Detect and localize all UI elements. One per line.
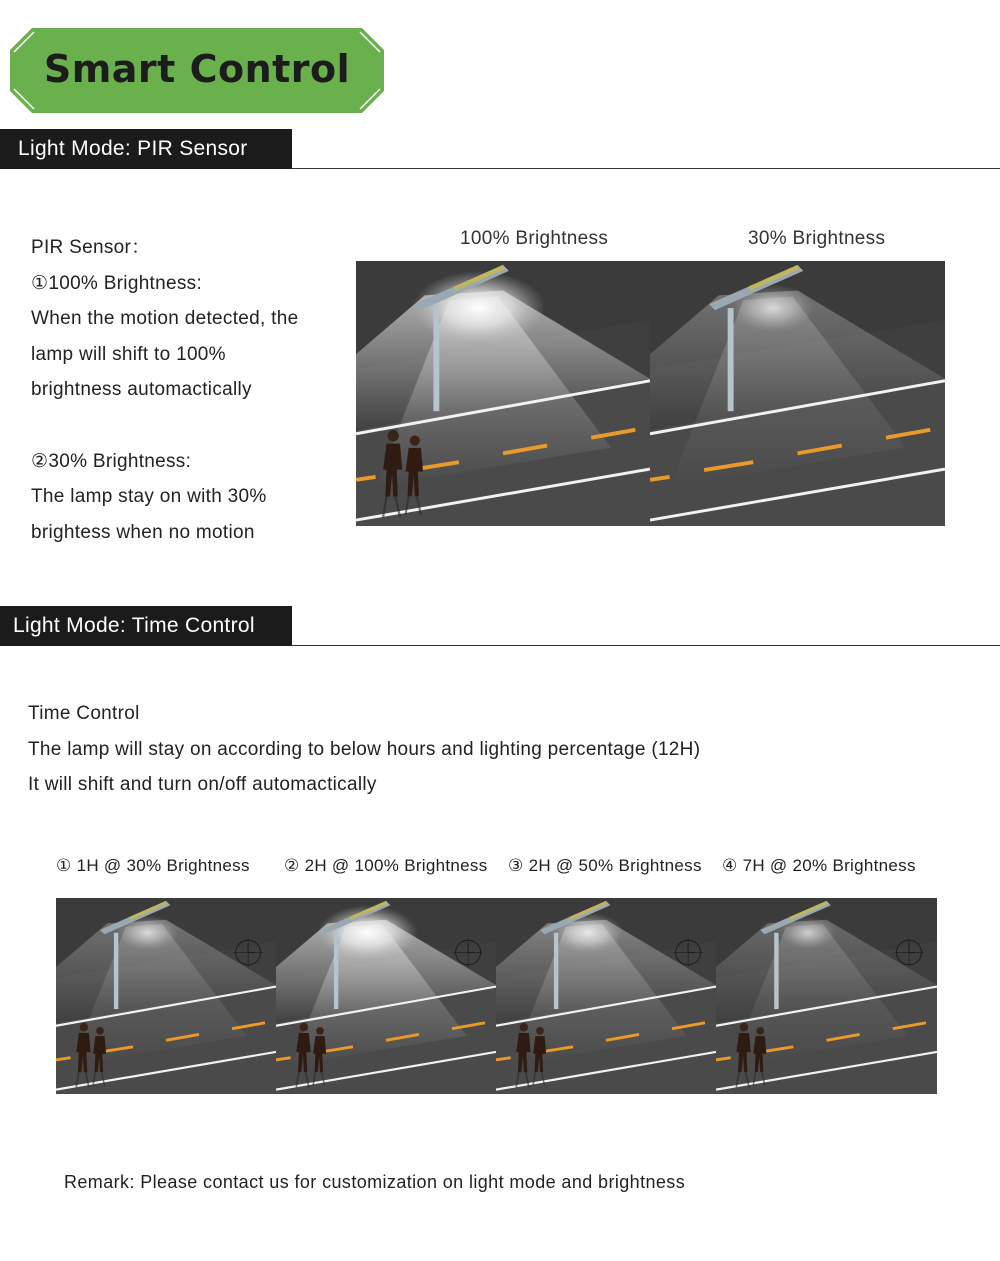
time-section-tag: Light Mode: Time Control (0, 606, 292, 646)
pir-line: brightness automactically (31, 379, 252, 401)
pir-line: brightess when no motion (31, 521, 255, 543)
banner-title: Smart Control (43, 47, 351, 91)
remark-text: Remark: Please contact us for customization on light mode and brightness (64, 1172, 686, 1192)
pedestrian-head (520, 1023, 528, 1031)
lamp-pole (433, 308, 439, 411)
lamp-scene-svg (496, 898, 716, 1094)
time-scene-1 (56, 898, 276, 1094)
pir-line: ②30% Brightness: (31, 450, 192, 472)
pir-description (31, 230, 298, 550)
time-scene-3 (496, 898, 716, 1094)
lamp-pole (774, 933, 778, 1009)
pedestrian-head (756, 1027, 764, 1035)
lamp-glow (552, 913, 624, 954)
time-section-header (0, 606, 1000, 646)
smart-control-banner (10, 28, 384, 113)
lamp-scene-svg (650, 261, 945, 526)
pir-section-tag: Light Mode: PIR Sensor (0, 129, 292, 169)
time-caption-4: ④ 7H @ 20% Brightness (722, 856, 916, 875)
lamp-pole (728, 308, 734, 411)
time-scene-2 (276, 898, 496, 1094)
time-line: It will shift and turn on/off automactically (28, 774, 377, 796)
pir-scene-100 (356, 261, 650, 526)
time-line: Time Control (28, 703, 140, 724)
pir-section-header (0, 129, 1000, 169)
time-description (28, 696, 700, 803)
time-caption-1: ① 1H @ 30% Brightness (56, 856, 250, 875)
pedestrian-head (536, 1027, 544, 1035)
lamp-scene-svg (356, 261, 650, 526)
time-caption-2: ② 2H @ 100% Brightness (284, 856, 488, 875)
lamp-scene-svg (56, 898, 276, 1094)
lamp-pole (334, 933, 338, 1009)
lamp-pole (114, 933, 118, 1009)
time-scene-4 (716, 898, 937, 1094)
time-line: The lamp will stay on according to below hours and lighting percentage (12H) (28, 738, 701, 760)
section-divider (292, 645, 1000, 647)
pir-scene-30 (650, 261, 945, 526)
pir-line: ①100% Brightness: (31, 272, 203, 294)
lamp-pole (554, 933, 558, 1009)
time-caption-3: ③ 2H @ 50% Brightness (508, 856, 702, 875)
pir-line: lamp will shift to 100% (31, 343, 226, 365)
section-divider (292, 168, 1000, 170)
pir-caption-30: 30% Brightness (748, 228, 886, 249)
pir-caption-100: 100% Brightness (460, 228, 609, 249)
pedestrian-head (96, 1027, 104, 1035)
pedestrian-head (388, 430, 399, 441)
pedestrian-head (740, 1023, 748, 1031)
pedestrian-head (410, 435, 420, 445)
pedestrian-head (80, 1023, 88, 1031)
pir-line (31, 408, 298, 444)
lamp-scene-svg (716, 898, 937, 1094)
pedestrian-head (300, 1023, 308, 1031)
pir-line: The lamp stay on with 30% (31, 486, 267, 508)
pedestrian-head (316, 1027, 324, 1035)
lamp-scene-svg (276, 898, 496, 1094)
pir-line: PIR Sensor： (31, 237, 151, 258)
pir-line: When the motion detected, the (31, 308, 299, 330)
